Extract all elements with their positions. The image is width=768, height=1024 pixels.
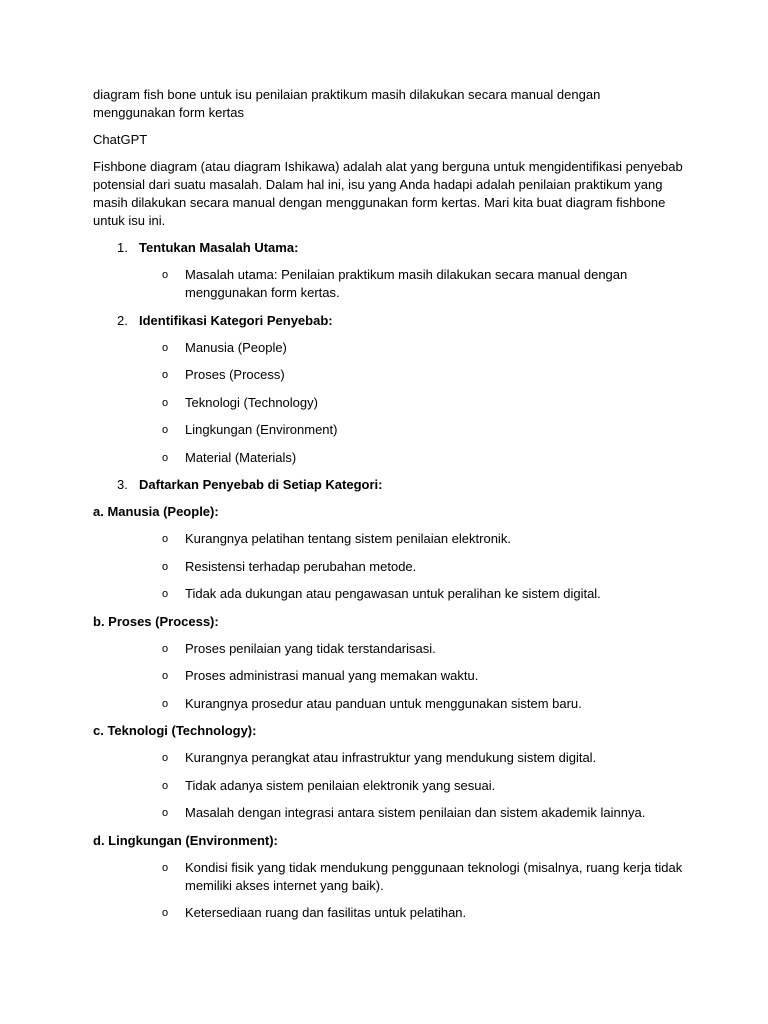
category-heading-people: a. Manusia (People): [93,504,219,519]
list-item: o Kondisi fisik yang tidak mendukung penggunaan teknologi (misalnya, ruang kerja tidak memiliki akses internet yang baik). [162,859,683,893]
circle-bullet-icon: o [162,560,169,573]
circle-bullet-icon: o [162,396,169,409]
environment-causes-list [93,859,683,923]
circle-bullet-icon: o [162,779,169,792]
circle-bullet-icon: o [162,697,169,710]
step-2-list [93,339,683,467]
list-item: o Resistensi terhadap perubahan metode. [162,558,417,574]
process-causes-list [93,640,683,713]
list-item: o Tidak ada dukungan atau pengawasan untuk peralihan ke sistem digital. [162,586,601,601]
step-1-heading [93,239,683,257]
list-item: o Material (Materials) [162,449,297,465]
list-item: o Kurangnya prosedur atau panduan untuk menggunakan sistem baru. [162,695,582,711]
circle-bullet-icon: o [162,269,169,281]
circle-bullet-icon: o [162,588,169,600]
list-item: o Lingkungan (Environment) [162,422,338,437]
circle-bullet-icon: o [162,752,169,764]
step-title: Tentukan Masalah Utama: [139,240,299,255]
category-heading-technology: c. Teknologi (Technology): [93,723,257,738]
step-title: Identifikasi Kategori Penyebab: [139,312,333,328]
step-2-heading [93,312,683,330]
list-item: o Proses administrasi manual yang memakan waktu. [162,668,479,683]
author-label: ChatGPT [93,132,148,147]
circle-bullet-icon: o [162,861,169,874]
circle-bullet-icon: o [162,907,169,919]
list-item: o Ketersediaan ruang dan fasilitas untuk pelatihan. [162,905,467,920]
circle-bullet-icon: o [162,670,169,682]
prompt-text: diagram fish bone untuk isu penilaian praktikum masih dilakukan secara manual dengan menggunakan form kertas [93,87,601,120]
technology-causes-list [93,749,683,822]
list-item: o Proses (Process) [162,367,285,382]
intro-paragraph: Fishbone diagram (atau diagram Ishikawa) adalah alat yang berguna untuk mengidentifikasi penyebab potensial dari suatu masalah. Dalam hal ini, isu yang Anda hadapi adalah penilaian praktikum yang masih dilakukan secara manual dengan menggunakan form kertas. Mari kita buat diagram fishbone untuk isu ini. [93,159,683,228]
document-body [93,86,683,932]
category-heading-environment: d. Lingkungan (Environment): [93,832,278,848]
list-item: o Kurangnya perangkat atau infrastruktur yang mendukung sistem digital. [162,750,597,765]
category-heading-process: b. Proses (Process): [93,613,219,629]
step-title: Daftarkan Penyebab di Setiap Kategori: [139,477,383,492]
list-item: o Masalah dengan integrasi antara sistem penilaian dan sistem akademik lainnya. [162,805,646,820]
circle-bullet-icon: o [162,369,169,381]
step-number: 2. [117,312,128,328]
circle-bullet-icon: o [162,451,169,464]
list-item: o Teknologi (Technology) [162,394,318,410]
list-item: o Proses penilaian yang tidak terstandarisasi. [162,640,436,656]
step-number: 3. [117,477,128,492]
step-number: 1. [117,240,128,255]
circle-bullet-icon: o [162,533,169,545]
circle-bullet-icon: o [162,341,169,354]
people-causes-list [93,530,683,603]
circle-bullet-icon: o [162,807,169,819]
list-item: o Kurangnya pelatihan tentang sistem penilaian elektronik. [162,531,511,546]
step-1-list [93,266,683,302]
list-item: o Manusia (People) [162,339,287,355]
circle-bullet-icon: o [162,424,169,436]
step-3-heading [93,476,683,494]
list-item: o Tidak adanya sistem penilaian elektronik yang sesuai. [162,777,496,793]
circle-bullet-icon: o [162,642,169,655]
list-item: o Masalah utama: Penilaian praktikum masih dilakukan secara manual dengan menggunakan form kertas. [162,267,628,300]
